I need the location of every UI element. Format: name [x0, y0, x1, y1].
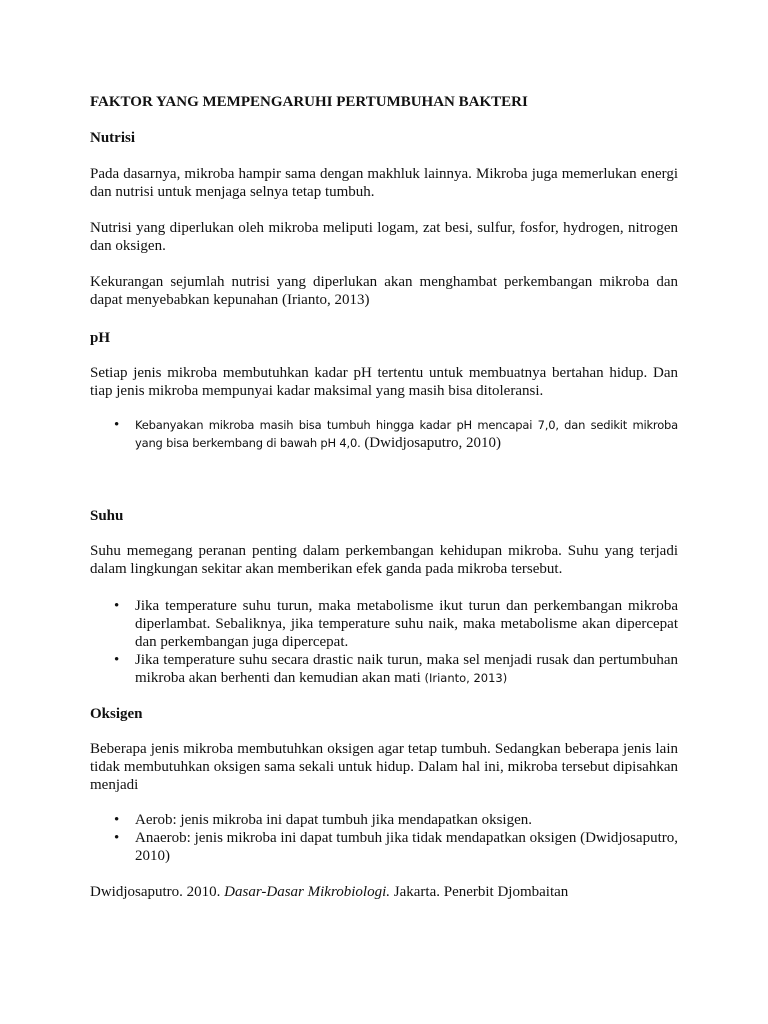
list-item [90, 416, 678, 452]
nutrisi-paragraph-3: Kekurangan sejumlah nutrisi yang diperlukan akan menghambat perkembangan mikroba dan dapat menyebabkan kepunahan (Irianto, 2013) [90, 274, 678, 308]
oksigen-bullet-1: Aerob: jenis mikroba ini dapat tumbuh jika mendapatkan oksigen. [135, 812, 532, 828]
suhu-bullet-2-citation: (Irianto, 2013) [424, 671, 508, 685]
document-title: FAKTOR YANG MEMPENGARUHI PERTUMBUHAN BAKTERI [90, 94, 528, 110]
oksigen-bullet-2: Anaerob: jenis mikroba ini dapat tumbuh jika tidak mendapatkan oksigen (Dwidjosaputro, 2010) [135, 830, 678, 864]
suhu-paragraph-1: Suhu memegang peranan penting dalam perkembangan kehidupan mikroba. Suhu yang terjadi dalam lingkungan sekitar akan memberikan efek ganda pada mikroba tersebut. [90, 543, 678, 577]
suhu-bullet-list [90, 597, 678, 687]
heading-suhu: Suhu [90, 508, 124, 524]
list-item [90, 597, 678, 651]
bullet-icon: • [114, 417, 120, 433]
bullet-icon: • [114, 598, 120, 614]
reference-author-year: Dwidjosaputro. 2010. [90, 884, 225, 900]
ph-bullet-list [90, 416, 678, 452]
oksigen-paragraph-1: Beberapa jenis mikroba membutuhkan oksigen agar tetap tumbuh. Sedangkan beberapa jenis lain tidak membutuhkan oksigen sama sekali untuk hidup. Dalam hal ini, mikroba tersebut dipisahkan menjadi [90, 741, 678, 793]
oksigen-bullet-list [90, 811, 678, 865]
reference-book-title: Dasar-Dasar Mikrobiologi. [224, 884, 390, 900]
suhu-bullet-1: Jika temperature suhu turun, maka metabolisme ikut turun dan perkembangan mikroba diperlambat. Sebaliknya, jika temperature suhu naik, maka metabolisme akan dipercepat dan perkembangan juga dipercepat. [135, 598, 678, 650]
bullet-icon: • [114, 652, 120, 668]
ph-bullet-citation: (Dwidjosaputro, 2010) [360, 435, 501, 451]
reference-publisher: Jakarta. Penerbit Djombaitan [390, 884, 569, 900]
heading-nutrisi: Nutrisi [90, 130, 135, 146]
reference-entry [90, 883, 678, 901]
ph-paragraph-1: Setiap jenis mikroba membutuhkan kadar pH tertentu untuk membuatnya bertahan hidup. Dan tiap jenis mikroba mempunyai kadar maksimal yang masih bisa ditoleransi. [90, 365, 678, 399]
heading-oksigen: Oksigen [90, 706, 143, 722]
list-item [90, 829, 678, 865]
heading-ph: pH [90, 330, 111, 346]
list-item [90, 811, 678, 829]
list-item [90, 651, 678, 687]
ph-bullet-text: Kebanyakan mikroba masih bisa tumbuh hingga kadar pH mencapai 7,0, dan sedikit mikroba yang bisa berkembang di bawah pH 4,0. [135, 418, 678, 450]
suhu-bullet-2: Jika temperature suhu secara drastic naik turun, maka sel menjadi rusak dan pertumbuhan mikroba akan berhenti dan kemudian akan mati [135, 652, 678, 686]
bullet-icon: • [114, 830, 120, 846]
nutrisi-paragraph-1: Pada dasarnya, mikroba hampir sama dengan makhluk lainnya. Mikroba juga memerlukan energi dan nutrisi untuk menjaga selnya tetap tumbuh. [90, 166, 678, 200]
nutrisi-paragraph-2: Nutrisi yang diperlukan oleh mikroba meliputi logam, zat besi, sulfur, fosfor, hydrogen, nitrogen dan oksigen. [90, 220, 678, 254]
bullet-icon: • [114, 812, 120, 828]
